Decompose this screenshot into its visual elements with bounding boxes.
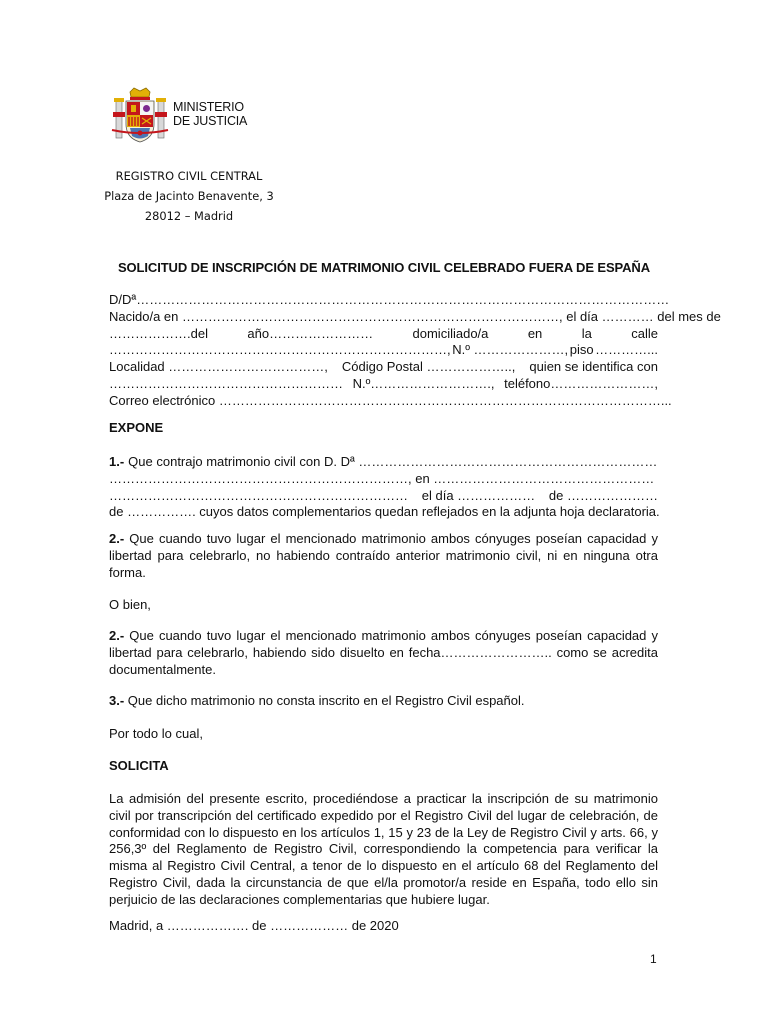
coat-of-arms-icon [110, 86, 170, 146]
personal-line-email: Correo electrónico …………………………………………………………………………………………... [109, 392, 672, 408]
personal-line-address: ……………….del año…………………… domiciliado/a en la calle [109, 325, 658, 341]
recipient-address [104, 166, 274, 226]
address-line-2: Plaza de Jacinto Benavente, 3 [104, 189, 274, 203]
personal-line-locality: Localidad ………………………………, Código Postal ……………….., quien se identifica con [109, 359, 658, 375]
ministry-line-2: DE JUSTICIA [173, 114, 248, 128]
ministry-name [173, 100, 247, 128]
ministry-logo [110, 86, 280, 146]
alternative-label: O bien, [109, 597, 151, 612]
expone-point-1: 1.- Que contrajo matrimonio civil con D. Dª …………………………………………………………… ……………………………………………………………, en …………………………………………… …………………………………………………………… el día ……………… de ………………… de ……………. cuyos datos complementarios quedan reflejados en la adjunta hoja declaratoria. [109, 454, 660, 520]
point-number: 2.- [109, 531, 125, 546]
document-title: SOLICITUD DE INSCRIPCIÓN DE MATRIMONIO CIVIL CELEBRADO FUERA DE ESPAÑA [117, 260, 651, 275]
personal-line-street: ……………………………………………………………………, N.º …………………, piso …………... [109, 342, 658, 358]
closing-phrase: Por todo lo cual, [109, 726, 203, 741]
solicita-body: La admisión del presente escrito, procediéndose a practicar la inscripción de su matrimonio civil por transcripción del certificado expedido por el Registro Civil del lugar de celebración, de conformidad con lo dispuesto en los artículos 1, 15 y 23 de la Ley de Registro Civil y arts. 66, y 256,3º del Reglamento de Registro Civil, correspondiendo la competencia para verificar la misma al Registro Civil Central, a tenor de lo dispuesto en el artículo 68 del Reglamento del Registro Civil, dada la circunstancia de que el/la promotor/a reside en España, todo ello sin perjuicio de las declaraciones complementarias que hubiere lugar. [109, 791, 658, 907]
personal-data-block [109, 292, 721, 410]
page-number: 1 [650, 952, 657, 966]
personal-line-name: D/Dª…………………………………………………………………………………………………………… [109, 292, 670, 307]
date-line: Madrid, a ………………. de ……………… de 2020 [109, 918, 399, 933]
point-number: 2.- [109, 628, 125, 643]
point-number: 3.- [109, 693, 125, 708]
address-line-1: REGISTRO CIVIL CENTRAL [115, 169, 263, 183]
personal-line-id: ……………………………………………… N.º………………………., teléfono……………………, [109, 375, 658, 391]
solicita-heading: SOLICITA [109, 758, 169, 773]
expone-point-3: 3.- Que dicho matrimonio no consta inscrito en el Registro Civil español. [109, 693, 525, 708]
address-line-3: 28012 – Madrid [144, 209, 234, 223]
point-number: 1.- [109, 454, 125, 469]
personal-line-birth: Nacido/a en ……………………………………………………………………………, el día ………… del mes de [109, 308, 721, 324]
expone-point-2: 2.- Que cuando tuvo lugar el mencionado matrimonio ambos cónyuges poseían capacidad y libertad para celebrarlo, no habiendo contraído anterior matrimonio civil, ni en ninguna otra forma. [109, 531, 658, 580]
expone-heading: EXPONE [109, 420, 164, 435]
ministry-line-1: MINISTERIO [173, 100, 244, 114]
expone-point-2-alternative: 2.- Que cuando tuvo lugar el mencionado matrimonio ambos cónyuges poseían capacidad y libertad para celebrarlo, habiendo sido disuelto en fecha…………………….. como se acredita documentalmente. [109, 628, 658, 677]
